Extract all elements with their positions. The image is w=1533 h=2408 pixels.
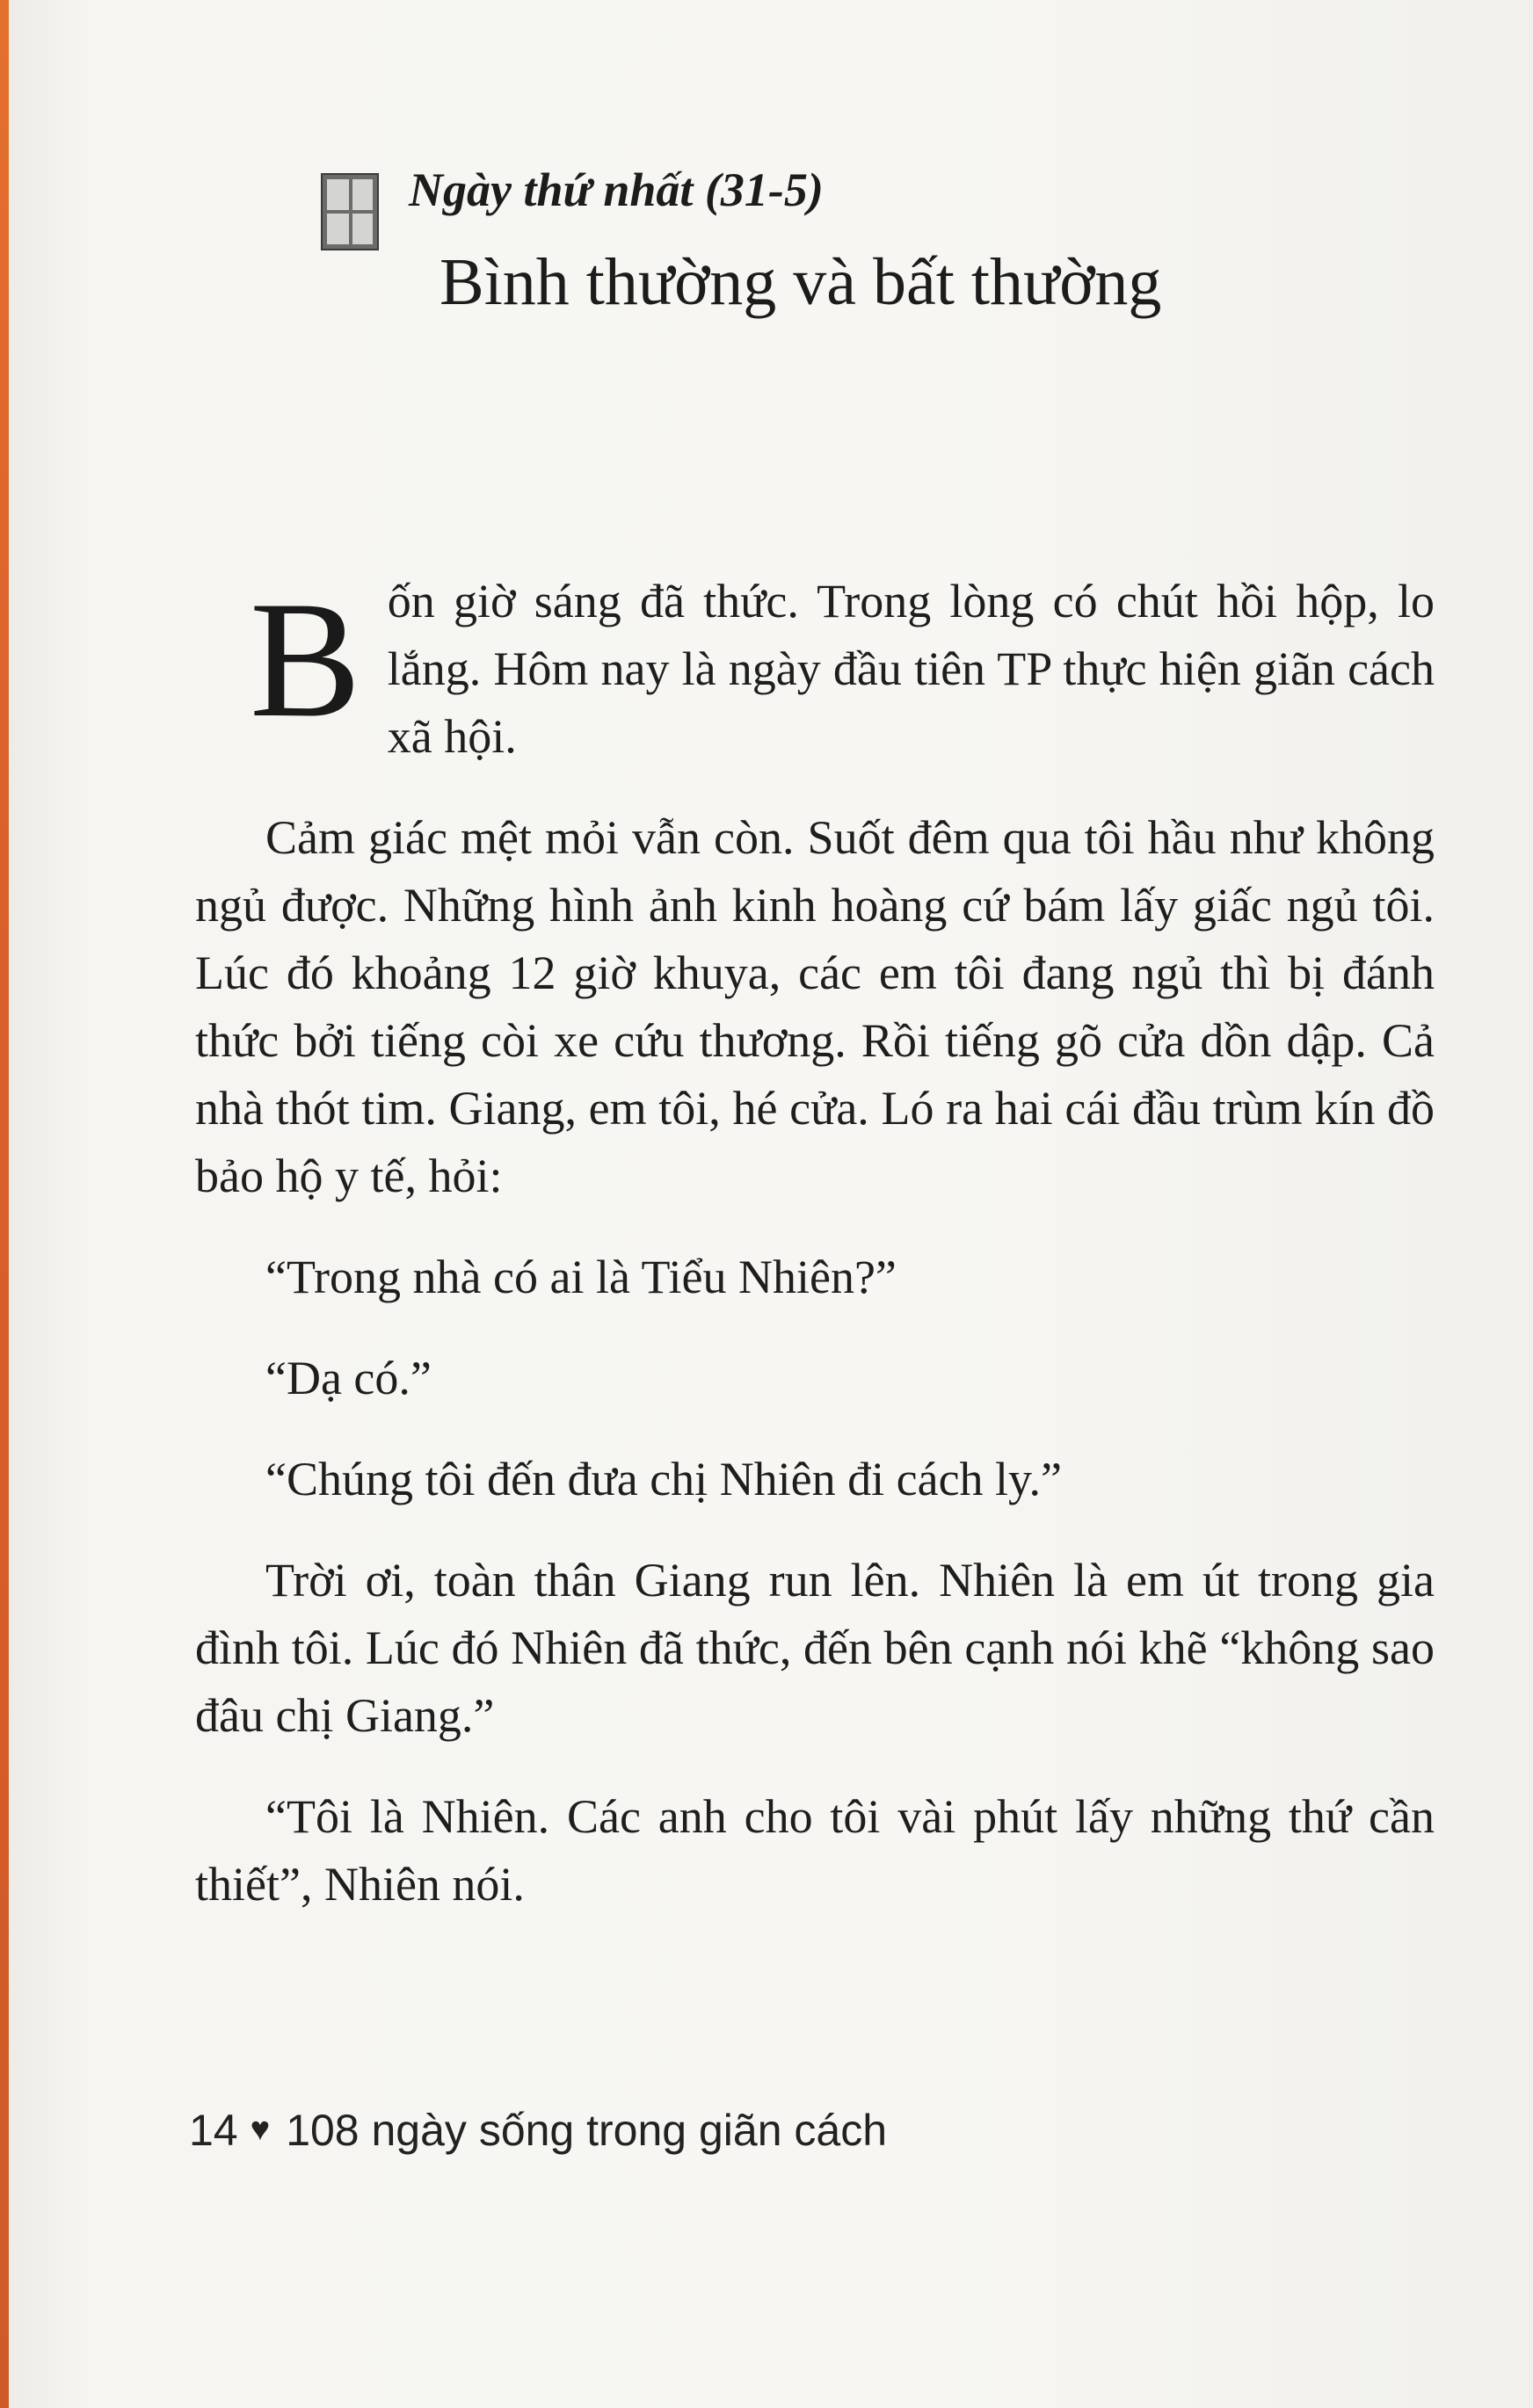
window-square-icon: [321, 173, 379, 250]
book-title: 108 ngày sống trong giãn cách: [286, 2106, 888, 2155]
page-footer: [189, 2104, 887, 2157]
chapter-title: Bình thường và bất thường: [440, 245, 1162, 319]
drop-cap: B: [250, 568, 361, 752]
body-text: [195, 568, 1435, 1952]
paragraph-text: ốn giờ sáng đã thức. Trong lòng có chút hồi hộp, lo lắng. Hôm nay là ngày đầu tiên TP thực hiện giãn cách xã hội.: [387, 575, 1435, 763]
cover-edge-strip: [0, 0, 9, 2408]
page-number: 14: [189, 2106, 238, 2155]
paragraph-2: Cảm giác mệt mỏi vẫn còn. Suốt đêm qua tôi hầu như không ngủ được. Những hình ảnh kinh hoàng cứ bám lấy giấc ngủ tôi. Lúc đó khoảng 12 giờ khuya, các em tôi đang ngủ thì bị đánh thức bởi tiếng còi xe cứu thương. Rồi tiếng gõ cửa dồn dập. Cả nhà thót tim. Giang, em tôi, hé cửa. Ló ra hai cái đầu trùm kín đồ bảo hộ y tế, hỏi:: [195, 811, 1435, 1202]
paragraph-4: “Dạ có.”: [265, 1352, 432, 1404]
paragraph-6: Trời ơi, toàn thân Giang run lên. Nhiên là em út trong gia đình tôi. Lúc đó Nhiên đã thức, đến bên cạnh nói khẽ “không sao đâu chị Giang.”: [195, 1554, 1435, 1742]
chapter-subtitle: Ngày thứ nhất (31-5): [409, 163, 824, 216]
paragraph-5: “Chúng tôi đến đưa chị Nhiên đi cách ly.”: [265, 1453, 1063, 1505]
paragraph-3: “Trong nhà có ai là Tiểu Nhiên?”: [265, 1251, 897, 1303]
heart-icon: ♥: [250, 2111, 271, 2148]
paragraph-7: “Tôi là Nhiên. Các anh cho tôi vài phút lấy những thứ cần thiết”, Nhiên nói.: [195, 1790, 1435, 1911]
paragraph-1: [195, 568, 1435, 771]
